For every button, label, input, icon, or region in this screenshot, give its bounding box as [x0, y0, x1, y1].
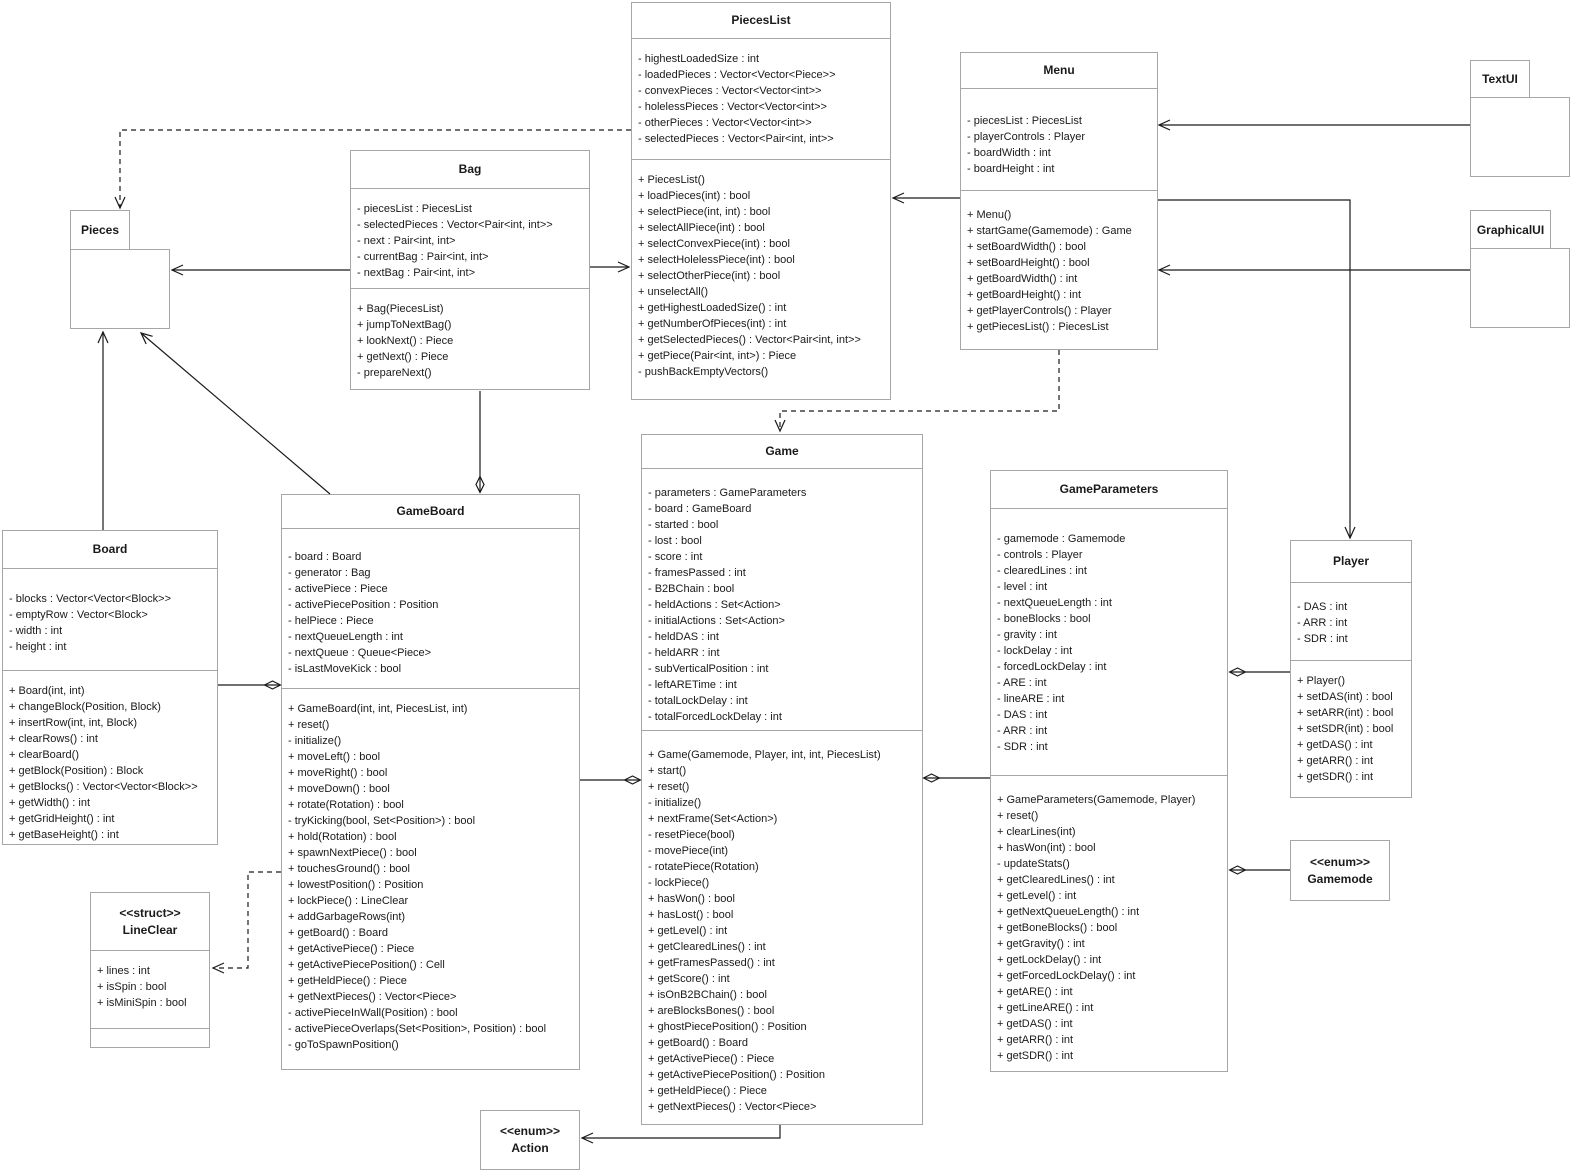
- member-row: - helPiece : Piece: [288, 615, 374, 627]
- member-row: + Game(Gamemode, Player, int, int, PiecesList): [648, 749, 881, 761]
- class-lineclear-fields: [91, 951, 209, 1029]
- member-row: + areBlocksBones() : bool: [648, 1005, 775, 1017]
- member-row: - nextBag : Pair<int, int>: [357, 267, 476, 279]
- member-row: + getARE() : int: [997, 986, 1073, 998]
- member-row: - initialActions : Set<Action>: [648, 615, 785, 627]
- enum-action-stereotype: <<enum>>: [499, 1124, 561, 1138]
- member-row: + hasWon(int) : bool: [997, 842, 1096, 854]
- member-row: - updateStats(): [997, 858, 1070, 870]
- member-row: - generator : Bag: [288, 567, 371, 579]
- member-row: - started : bool: [648, 519, 719, 531]
- member-row: + selectAllPiece(int) : bool: [638, 222, 765, 234]
- member-row: - gamemode : Gamemode: [997, 533, 1126, 545]
- class-gameparameters-methods: [991, 776, 1227, 1071]
- class-gameparameters-attributes: [991, 509, 1227, 776]
- class-player-title: Player: [1291, 541, 1411, 583]
- class-game-attributes: [642, 469, 922, 731]
- member-row: - DAS : int: [1297, 601, 1348, 613]
- class-pieceslist-methods: [632, 160, 890, 399]
- member-row: - piecesList : PiecesList: [357, 203, 472, 215]
- member-row: + getNextPieces() : Vector<Piece>: [288, 991, 457, 1003]
- member-row: - nextQueue : Queue<Piece>: [288, 647, 432, 659]
- member-row: + hold(Rotation) : bool: [288, 831, 397, 843]
- member-row: + getHeldPiece() : Piece: [288, 975, 407, 987]
- package-textui-label: TextUI: [1482, 72, 1518, 86]
- member-row: - goToSpawnPosition(): [288, 1039, 399, 1051]
- member-row: + moveLeft() : bool: [288, 751, 381, 763]
- member-row: - parameters : GameParameters: [648, 487, 807, 499]
- member-row: + lockPiece() : LineClear: [288, 895, 409, 907]
- member-row: + getFramesPassed() : int: [648, 957, 775, 969]
- member-row: + getBlocks() : Vector<Vector<Block>>: [9, 781, 198, 793]
- member-row: + getSelectedPieces() : Vector<Pair<int, int>>: [638, 334, 861, 346]
- member-row: + start(): [648, 765, 687, 777]
- member-row: - lockDelay : int: [997, 645, 1073, 657]
- member-row: + jumpToNextBag(): [357, 319, 452, 331]
- enum-gamemode-stereotype: <<enum>>: [1309, 854, 1371, 869]
- member-row: - prepareNext(): [357, 367, 432, 379]
- member-row: - pushBackEmptyVectors(): [638, 366, 769, 378]
- member-row: + nextFrame(Set<Action>): [648, 813, 778, 825]
- member-row: - activePiece : Piece: [288, 583, 388, 595]
- member-row: + getGravity() : int: [997, 938, 1085, 950]
- member-row: + getNextQueueLength() : int: [997, 906, 1140, 918]
- member-row: + getHighestLoadedSize() : int: [638, 302, 787, 314]
- member-row: + getBoardHeight() : int: [967, 289, 1082, 301]
- member-row: - piecesList : PiecesList: [967, 115, 1082, 127]
- member-row: - loadedPieces : Vector<Vector<Piece>>: [638, 69, 836, 81]
- member-row: + getDAS() : int: [997, 1018, 1073, 1030]
- class-lineclear-title: [91, 893, 209, 951]
- member-row: + getClearedLines() : int: [997, 874, 1115, 886]
- class-game: [641, 434, 923, 1125]
- package-textui: [1470, 60, 1570, 177]
- member-row: + hasLost() : bool: [648, 909, 734, 921]
- member-row: + Menu(): [967, 209, 1012, 221]
- package-graphicalui: [1470, 210, 1570, 328]
- member-row: + getScore() : int: [648, 973, 730, 985]
- member-row: + getClearedLines() : int: [648, 941, 766, 953]
- member-row: + moveDown() : bool: [288, 783, 390, 795]
- member-row: + spawnNextPiece() : bool: [288, 847, 417, 859]
- member-row: + setDAS(int) : bool: [1297, 691, 1393, 703]
- member-row: - SDR : int: [1297, 633, 1348, 645]
- member-row: + moveRight() : bool: [288, 767, 388, 779]
- member-row: + lowestPosition() : Position: [288, 879, 424, 891]
- member-row: - movePiece(int): [648, 845, 729, 857]
- member-row: + selectPiece(int, int) : bool: [638, 206, 771, 218]
- member-row: + getActivePiece() : Piece: [288, 943, 415, 955]
- member-row: + unselectAll(): [638, 286, 709, 298]
- package-graphicalui-body: [1470, 248, 1570, 328]
- member-row: - activePieceOverlaps(Set<Position>, Position) : bool: [288, 1023, 547, 1035]
- member-row: + getLevel() : int: [648, 925, 728, 937]
- member-row: + getActivePiecePosition() : Position: [648, 1069, 826, 1081]
- class-bag: [350, 150, 590, 390]
- class-gameparameters-title: GameParameters: [991, 471, 1227, 509]
- arrow-gameboard-to-pieces: [141, 333, 330, 494]
- class-game-methods: [642, 731, 922, 1124]
- package-pieces-label: Pieces: [80, 223, 120, 237]
- class-menu: [960, 52, 1158, 350]
- member-row: + reset(): [648, 781, 690, 793]
- class-board: [2, 530, 218, 845]
- class-pieceslist-attributes: [632, 39, 890, 160]
- class-board-attributes: [3, 569, 217, 671]
- member-row: + PiecesList(): [638, 174, 705, 186]
- member-row: + selectOtherPiece(int) : bool: [638, 270, 781, 282]
- member-row: - SDR : int: [997, 741, 1048, 753]
- class-board-methods: [3, 671, 217, 844]
- member-row: + isSpin : bool: [97, 981, 167, 993]
- member-row: - selectedPieces : Vector<Pair<int, int>>: [638, 133, 834, 145]
- member-row: + hasWon() : bool: [648, 893, 735, 905]
- member-row: - isLastMoveKick : bool: [288, 663, 402, 675]
- member-row: - next : Pair<int, int>: [357, 235, 456, 247]
- member-row: - activePiecePosition : Position: [288, 599, 439, 611]
- class-gameboard-title: GameBoard: [282, 495, 579, 529]
- member-row: + getWidth() : int: [9, 797, 91, 809]
- package-pieces-tab: [70, 210, 130, 250]
- member-row: - subVerticalPosition : int: [648, 663, 769, 675]
- member-row: + setARR(int) : bool: [1297, 707, 1394, 719]
- member-row: + getForcedLockDelay() : int: [997, 970, 1136, 982]
- class-gameboard: [281, 494, 580, 1070]
- member-row: + getDAS() : int: [1297, 739, 1373, 751]
- package-textui-tab: [1470, 60, 1530, 98]
- member-row: - score : int: [648, 551, 703, 563]
- package-textui-body: [1470, 97, 1570, 177]
- member-row: - ARE : int: [997, 677, 1047, 689]
- member-row: + getSDR() : int: [1297, 771, 1374, 783]
- member-row: + getPiece(Pair<int, int>) : Piece: [638, 350, 797, 362]
- member-row: + getARR() : int: [1297, 755, 1374, 767]
- class-menu-methods: [961, 191, 1157, 349]
- class-bag-title: Bag: [351, 151, 589, 189]
- member-row: - boardHeight : int: [967, 163, 1055, 175]
- class-menu-title: Menu: [961, 53, 1157, 89]
- member-row: + reset(): [997, 810, 1039, 822]
- member-row: - holelessPieces : Vector<Vector<int>>: [638, 101, 827, 113]
- member-row: - totalForcedLockDelay : int: [648, 711, 782, 723]
- member-row: + getBlock(Position) : Block: [9, 765, 144, 777]
- class-lineclear: [90, 892, 210, 1048]
- member-row: - activePieceInWall(Position) : bool: [288, 1007, 458, 1019]
- member-row: - nextQueueLength : int: [997, 597, 1112, 609]
- member-row: - controls : Player: [997, 549, 1083, 561]
- enum-gamemode-name: Gamemode: [1307, 871, 1373, 886]
- member-row: + Board(int, int): [9, 685, 85, 697]
- class-gameboard-attributes: [282, 529, 579, 689]
- class-menu-attributes: [961, 89, 1157, 191]
- member-row: + clearLines(int): [997, 826, 1076, 838]
- member-row: + Bag(PiecesList): [357, 303, 444, 315]
- member-row: + insertRow(int, int, Block): [9, 717, 138, 729]
- class-gameboard-methods: [282, 689, 579, 1069]
- member-row: - lockPiece(): [648, 877, 710, 889]
- class-player-attributes: [1291, 583, 1411, 661]
- class-bag-methods: [351, 289, 589, 389]
- member-row: - convexPieces : Vector<Vector<int>>: [638, 85, 822, 97]
- member-row: + getPiecesList() : PiecesList: [967, 321, 1109, 333]
- member-row: - heldARR : int: [648, 647, 720, 659]
- member-row: - board : Board: [288, 551, 362, 563]
- class-lineclear-stereotype: <<struct>>: [119, 905, 181, 920]
- dependency-gameboard-to-lineclear: [213, 872, 281, 968]
- enum-action-name: Action: [511, 1141, 549, 1155]
- member-row: - selectedPieces : Vector<Pair<int, int>>: [357, 219, 553, 231]
- class-gameparameters: [990, 470, 1228, 1072]
- class-bag-attributes: [351, 189, 589, 289]
- member-row: - boardWidth : int: [967, 147, 1051, 159]
- member-row: + getBoardWidth() : int: [967, 273, 1078, 285]
- member-row: + Player(): [1297, 675, 1345, 687]
- package-graphicalui-tab: [1470, 210, 1551, 249]
- member-row: - ARR : int: [1297, 617, 1348, 629]
- member-row: + getPlayerControls() : Player: [967, 305, 1112, 317]
- member-row: - lost : bool: [648, 535, 702, 547]
- member-row: + ghostPiecePosition() : Position: [648, 1021, 807, 1033]
- member-row: + getNextPieces() : Vector<Piece>: [648, 1101, 817, 1113]
- member-row: + loadPieces(int) : bool: [638, 190, 751, 202]
- member-row: - otherPieces : Vector<Vector<int>>: [638, 117, 812, 129]
- member-row: + selectHolelessPiece(int) : bool: [638, 254, 795, 266]
- package-pieces: [70, 210, 170, 329]
- enum-gamemode: [1290, 840, 1390, 901]
- member-row: + getLevel() : int: [997, 890, 1077, 902]
- member-row: + rotate(Rotation) : bool: [288, 799, 404, 811]
- class-board-title: Board: [3, 531, 217, 569]
- member-row: + getBoard() : Board: [288, 927, 388, 939]
- member-row: + changeBlock(Position, Block): [9, 701, 161, 713]
- class-lineclear-name: LineClear: [122, 922, 178, 937]
- member-row: + getSDR() : int: [997, 1050, 1074, 1062]
- member-row: + selectConvexPiece(int) : bool: [638, 238, 790, 250]
- member-row: + setBoardHeight() : bool: [967, 257, 1090, 269]
- member-row: - leftARETime : int: [648, 679, 737, 691]
- member-row: - lineARE : int: [997, 693, 1065, 705]
- member-row: + getBaseHeight() : int: [9, 829, 119, 841]
- member-row: - emptyRow : Vector<Block>: [9, 609, 148, 621]
- member-row: - nextQueueLength : int: [288, 631, 403, 643]
- member-row: + GameBoard(int, int, PiecesList, int): [288, 703, 468, 715]
- member-row: - highestLoadedSize : int: [638, 53, 760, 65]
- member-row: - framesPassed : int: [648, 567, 746, 579]
- member-row: - heldActions : Set<Action>: [648, 599, 781, 611]
- member-row: - tryKicking(bool, Set<Position>) : bool: [288, 815, 476, 827]
- class-pieceslist: [631, 2, 891, 400]
- member-row: - initialize(): [648, 797, 702, 809]
- member-row: + clearBoard(): [9, 749, 80, 761]
- member-row: - playerControls : Player: [967, 131, 1085, 143]
- member-row: - initialize(): [288, 735, 342, 747]
- class-game-title: Game: [642, 435, 922, 469]
- member-row: + lines : int: [97, 965, 150, 977]
- member-row: + getNumberOfPieces(int) : int: [638, 318, 787, 330]
- member-row: + reset(): [288, 719, 330, 731]
- member-row: + GameParameters(Gamemode, Player): [997, 794, 1196, 806]
- member-row: - level : int: [997, 581, 1048, 593]
- member-row: - height : int: [9, 641, 67, 653]
- member-row: + getActivePiece() : Piece: [648, 1053, 775, 1065]
- member-row: + getActivePiecePosition() : Cell: [288, 959, 445, 971]
- member-row: + addGarbageRows(int): [288, 911, 406, 923]
- member-row: + startGame(Gamemode) : Game: [967, 225, 1132, 237]
- member-row: + getGridHeight() : int: [9, 813, 115, 825]
- member-row: - currentBag : Pair<int, int>: [357, 251, 489, 263]
- member-row: - DAS : int: [997, 709, 1048, 721]
- member-row: - totalLockDelay : int: [648, 695, 748, 707]
- class-lineclear-empty-compartment: [91, 1029, 209, 1047]
- member-row: - boneBlocks : bool: [997, 613, 1091, 625]
- member-row: + getARR() : int: [997, 1034, 1074, 1046]
- member-row: - rotatePiece(Rotation): [648, 861, 759, 873]
- member-row: + touchesGround() : bool: [288, 863, 410, 875]
- member-row: + getBoard() : Board: [648, 1037, 748, 1049]
- class-pieceslist-title: PiecesList: [632, 3, 890, 39]
- member-row: + getBoneBlocks() : bool: [997, 922, 1118, 934]
- member-row: - clearedLines : int: [997, 565, 1087, 577]
- enum-action: [480, 1110, 580, 1170]
- member-row: + isMiniSpin : bool: [97, 997, 187, 1009]
- member-row: + isOnB2BChain() : bool: [648, 989, 767, 1001]
- member-row: - heldDAS : int: [648, 631, 719, 643]
- member-row: - board : GameBoard: [648, 503, 752, 515]
- member-row: + getNext() : Piece: [357, 351, 449, 363]
- package-graphicalui-label: GraphicalUI: [1476, 222, 1545, 237]
- class-player-methods: [1291, 661, 1411, 797]
- member-row: - resetPiece(bool): [648, 829, 735, 841]
- member-row: - gravity : int: [997, 629, 1057, 641]
- member-row: - ARR : int: [997, 725, 1048, 737]
- member-row: + getLockDelay() : int: [997, 954, 1102, 966]
- member-row: - B2BChain : bool: [648, 583, 735, 595]
- member-row: - forcedLockDelay : int: [997, 661, 1107, 673]
- member-row: - width : int: [9, 625, 63, 637]
- package-pieces-body: [70, 249, 170, 329]
- class-player: [1290, 540, 1412, 798]
- member-row: + setBoardWidth() : bool: [967, 241, 1086, 253]
- member-row: + setSDR(int) : bool: [1297, 723, 1394, 735]
- member-row: + getHeldPiece() : Piece: [648, 1085, 767, 1097]
- member-row: + getLineARE() : int: [997, 1002, 1094, 1014]
- member-row: - blocks : Vector<Vector<Block>>: [9, 593, 172, 605]
- member-row: + lookNext() : Piece: [357, 335, 454, 347]
- member-row: + clearRows() : int: [9, 733, 98, 745]
- arrow-game-to-action: [582, 1125, 780, 1138]
